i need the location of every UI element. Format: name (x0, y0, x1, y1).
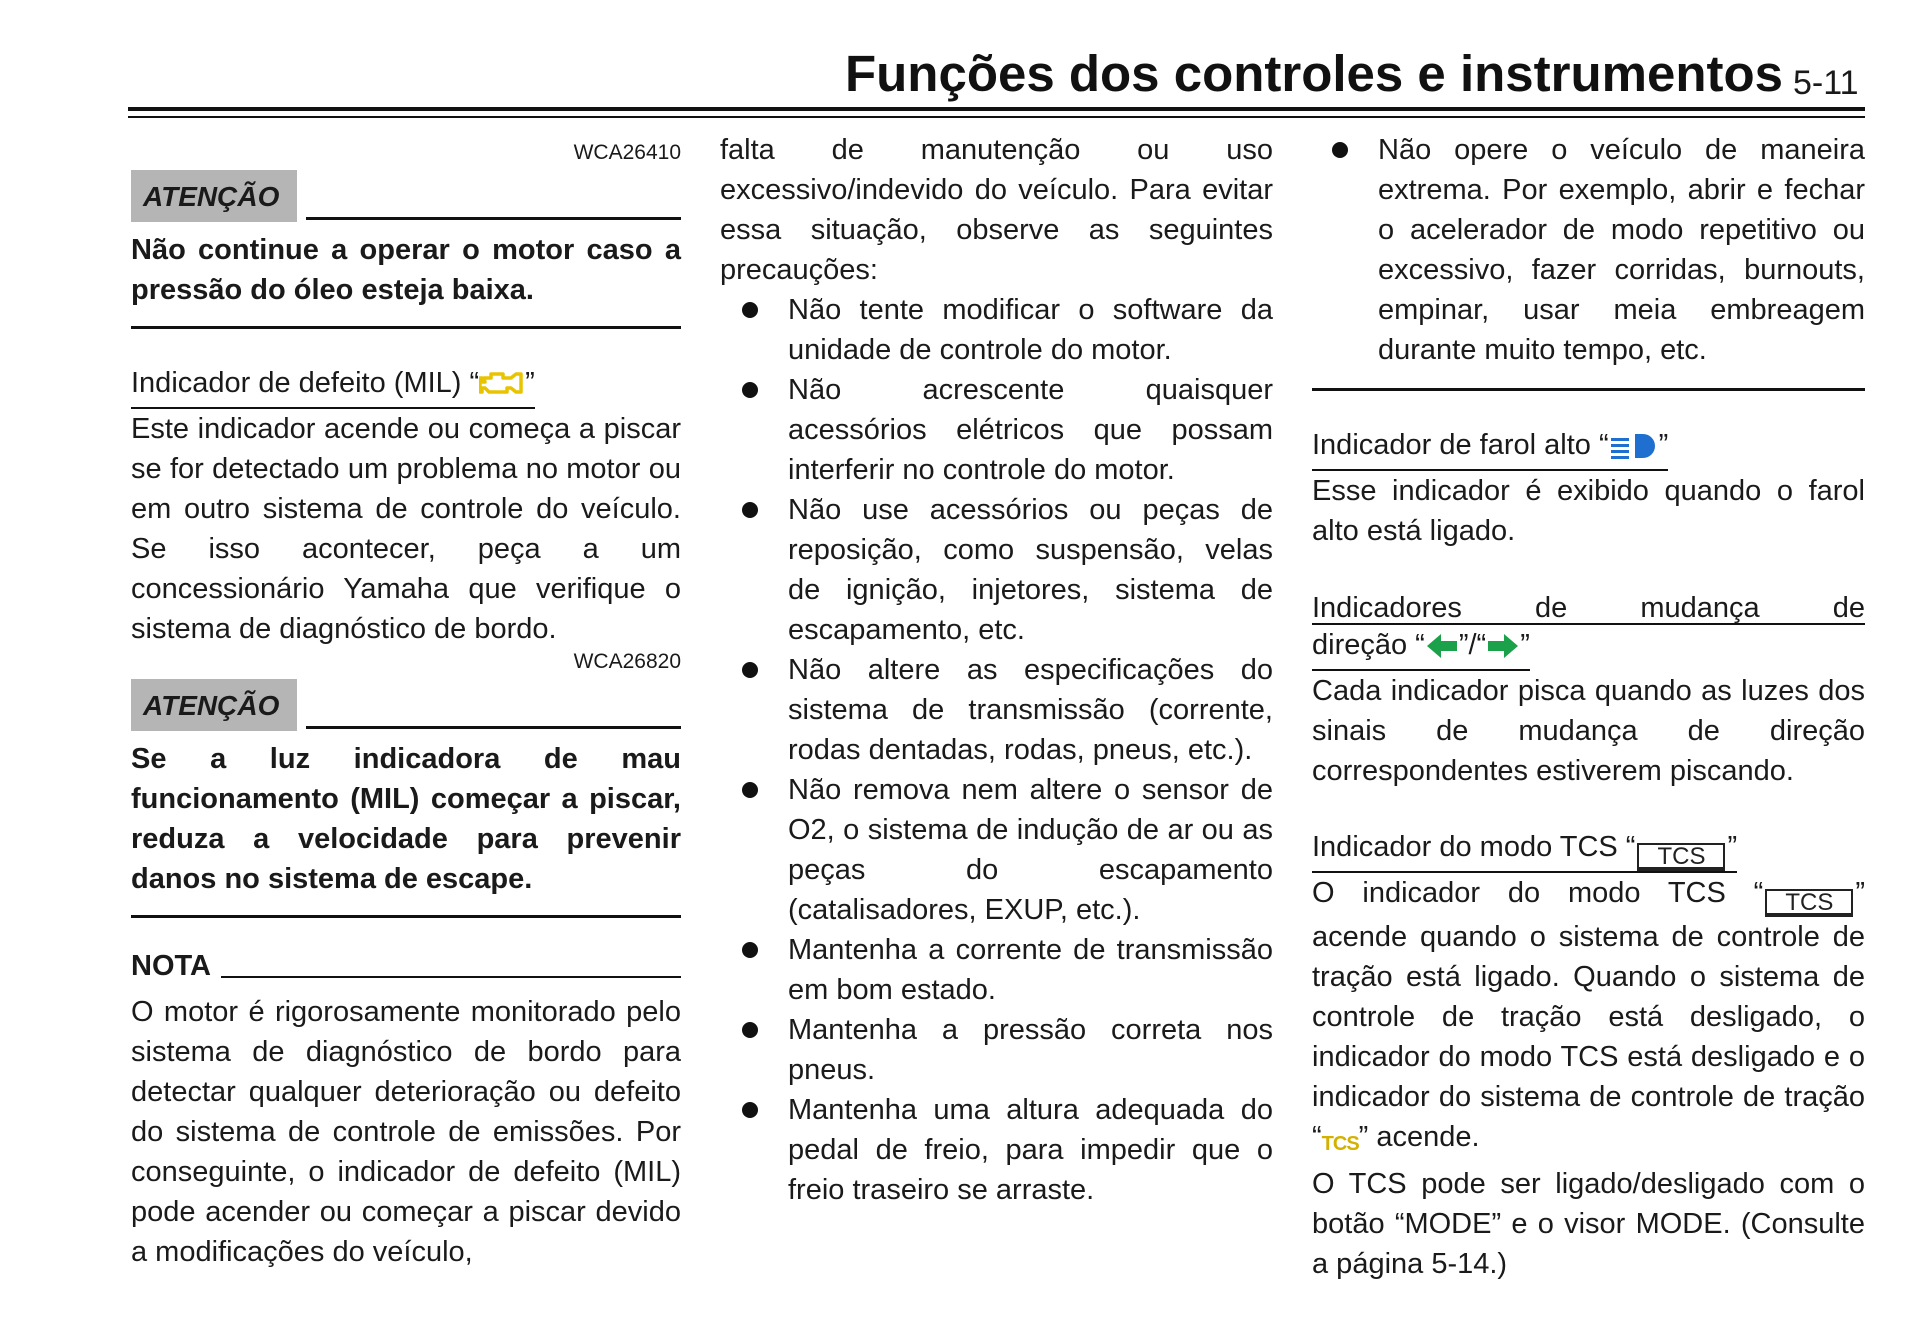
turn-title-close: ” (1520, 629, 1530, 661)
mil-body: Este indicador acende ou começa a piscar se for detectado um problema no motor ou em outro sistema de controle do veículo. Se isso acontecer, peça a um concessionário Yamaha que verifique o sistema de diagnóstico de bordo. (131, 413, 681, 645)
tcs-box-icon: TCS (1637, 843, 1725, 871)
middle-intro: falta de manutenção ou uso excessivo/indevido do veículo. Para evitar essa situação, observe as seguintes precauções: (720, 134, 1273, 286)
tcs-title (1312, 827, 1865, 873)
right-section-rule (1312, 388, 1865, 391)
warning-ref-2: WCA26820 (573, 650, 681, 673)
high-beam-title-close: ” (1658, 429, 1669, 461)
mil-title (131, 363, 681, 409)
header-rule-thick (128, 107, 1865, 111)
list-item: Não opere o veículo de maneira extrema. Por exemplo, abrir e fechar o acelerador de modo repetitivo ou excessivo, fazer corridas, burnouts, empinar, usar meia embreagem durante muito tempo, etc. (1312, 130, 1865, 370)
warning-ref-1: WCA26410 (573, 141, 681, 164)
tcs-box-icon: TCS (1765, 889, 1853, 917)
high-beam-title-text: Indicador de farol alto “ (1312, 429, 1609, 461)
list-item: Não remova nem altere o sensor de O2, o sistema de indução de ar ou as peças do escapamento (catalisadores, EXUP, etc.). (720, 770, 1273, 930)
middle-column (720, 130, 1273, 1210)
turn-title-separator: ”/“ (1458, 629, 1487, 661)
left-column (131, 130, 681, 1272)
list-item: Mantenha uma altura adequada do pedal de freio, para impedir que o freio traseiro se arraste. (720, 1090, 1273, 1210)
warning-header-1 (131, 170, 681, 222)
engine-check-icon (479, 368, 525, 407)
warning-rule-1 (306, 217, 681, 220)
tcs-title-close: ” (1727, 831, 1738, 863)
warning-text-1: Não continue a operar o motor caso a pressão do óleo esteja baixa. (131, 234, 681, 306)
tcs-body-text: ” acende. (1358, 1121, 1480, 1153)
nota-body: O motor é rigorosamente monitorado pelo sistema de diagnóstico de bordo para detectar qualquer deterioração ou defeito do sistema de controle de emissões. Por conseguinte, o indicador de defeito (MIL) pode acender ou começar a piscar devido a modificações do veículo, (131, 996, 681, 1268)
list-item: Não acrescente quaisquer acessórios elétricos que possam interferir no controle do motor. (720, 370, 1273, 490)
right-arrow-icon (1486, 632, 1520, 669)
list-item: Mantenha a pressão correta nos pneus. (720, 1010, 1273, 1090)
warning-text-2: Se a luz indicadora de mau funcionamento (MIL) começar a piscar, reduza a velocidade para prevenir danos no sistema de escape. (131, 743, 681, 895)
nota-header (131, 946, 681, 986)
turn-title-line1 (1312, 589, 1865, 627)
warning-end-rule-2 (131, 915, 681, 918)
warning-tag-2: ATENÇÃO (131, 679, 297, 731)
mil-title-close: ” (525, 367, 535, 399)
high-beam-title (1312, 425, 1865, 471)
tcs-body-text: O indicador do modo TCS “ (1312, 877, 1764, 909)
list-item: Não tente modificar o software da unidade de controle do motor. (720, 290, 1273, 370)
tcs-title-text: Indicador do modo TCS “ (1312, 831, 1636, 863)
turn-title-text: direção “ (1312, 629, 1425, 661)
turn-title-word: Indicadores (1312, 592, 1462, 624)
list-item: Não use acessórios ou peças de reposição, como suspensão, velas de ignição, injetores, sistema de escapamento, etc. (720, 490, 1273, 650)
tcs-body-text: ” acende quando o sistema de controle de tração está ligado. Quando o sistema de controle de tração está desligado, o indicador do modo TCS está desligado e o indicador do sistema de controle de tração “ (1312, 877, 1865, 1153)
list-item: Não altere as especificações do sistema de transmissão (corrente, rodas dentadas, rodas, pneus, etc.). (720, 650, 1273, 770)
page-title: Funções dos controles e instrumentos (845, 45, 1783, 102)
warning-tag-1: ATENÇÃO (131, 170, 297, 222)
tcs-body (1312, 873, 1865, 1164)
turn-title-word: de (1832, 592, 1865, 624)
turn-body: Cada indicador pisca quando as luzes dos sinais de mudança de direção correspondentes estiverem piscando. (1312, 675, 1865, 787)
turn-title-word: mudança (1640, 592, 1760, 624)
right-bullet-list (1312, 130, 1865, 370)
precautions-list (720, 290, 1273, 1210)
warning-rule-2 (306, 726, 681, 729)
warning-end-rule-1 (131, 326, 681, 329)
tcs-body-2: O TCS pode ser ligado/desligado com o botão “MODE” e o visor MODE. (Consulte a página 5-14.) (1312, 1168, 1865, 1280)
nota-rule (221, 976, 681, 978)
right-column (1312, 130, 1865, 1284)
warning-header-2 (131, 679, 681, 731)
turn-title-word: de (1535, 592, 1568, 624)
turn-title (1312, 589, 1865, 671)
left-arrow-icon (1425, 632, 1459, 669)
page-number: 5-11 (1793, 64, 1859, 102)
high-beam-body: Esse indicador é exibido quando o farol alto está ligado. (1312, 475, 1865, 547)
tcs-indicator-icon: TCS (1321, 1133, 1359, 1155)
header-rule-thin (128, 116, 1865, 118)
mil-title-text: Indicador de defeito (MIL) “ (131, 367, 480, 399)
nota-label: NOTA (131, 950, 212, 982)
list-item: Mantenha a corrente de transmissão em bom estado. (720, 930, 1273, 1010)
high-beam-icon (1609, 432, 1659, 469)
